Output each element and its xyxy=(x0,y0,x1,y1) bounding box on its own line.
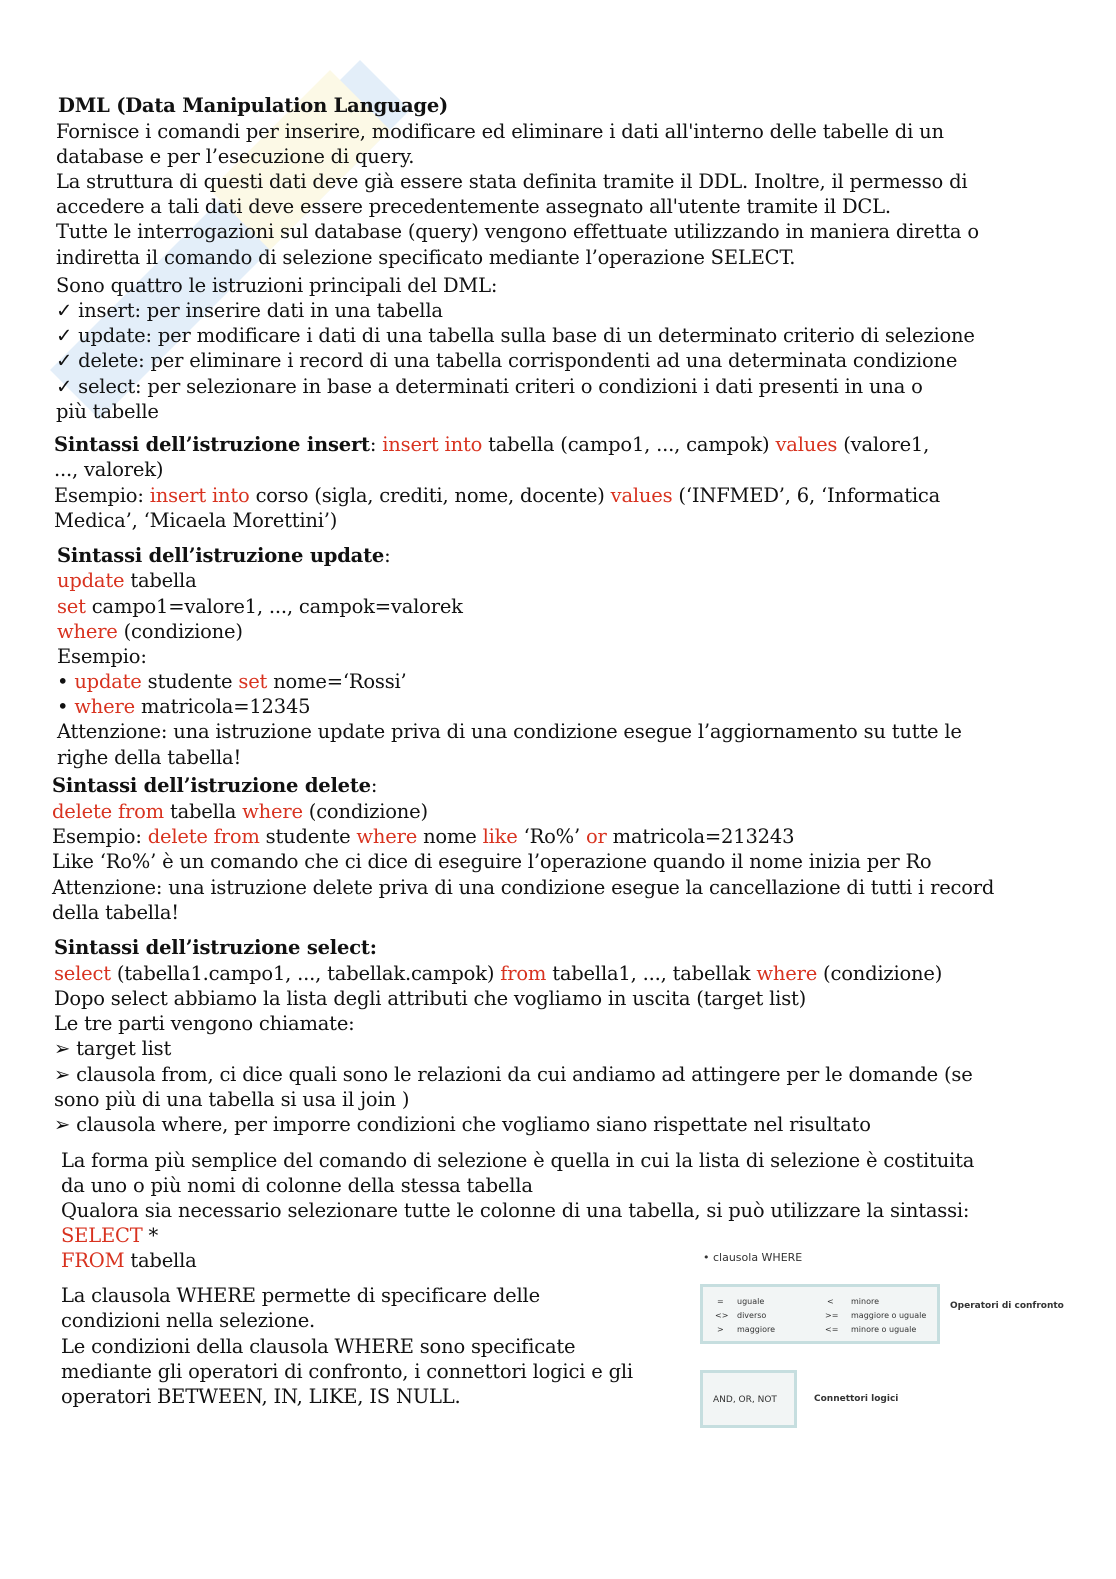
sql-keyword: insert into xyxy=(149,484,250,507)
text-run: condizioni nella selezione. xyxy=(61,1309,316,1332)
text-line xyxy=(57,719,962,744)
text-line xyxy=(57,644,147,669)
comparison-operators-caption: Operatori di confronto xyxy=(950,1301,1064,1311)
sql-keyword: where xyxy=(756,962,818,985)
text-run: (‘INFMED’, 6, ‘Informatica xyxy=(672,484,941,507)
text-run: Sono quattro le istruzioni principali del DML: xyxy=(56,274,498,297)
text-run: Qualora sia necessario selezionare tutte le colonne di una tabella, si può utilizzare la sintassi: xyxy=(61,1199,970,1222)
operator-label: minore xyxy=(851,1297,880,1306)
text-run: (tabella1.campo1, ..., tabellak.campok) xyxy=(110,962,501,985)
text-line xyxy=(56,245,795,270)
operator-symbol: < xyxy=(827,1297,834,1306)
text-line xyxy=(61,1334,575,1359)
text-line xyxy=(56,219,979,244)
sql-keyword: delete from xyxy=(147,825,260,848)
operator-symbol: <= xyxy=(825,1325,839,1334)
text-run: Medica’, ‘Micaela Morettini’) xyxy=(54,509,338,532)
text-run: studente xyxy=(141,670,239,693)
heading-text: Sintassi dell’istruzione update xyxy=(57,544,385,567)
text-run: * xyxy=(142,1224,159,1247)
sql-keyword: from xyxy=(500,962,547,985)
text-run: della tabella! xyxy=(52,901,179,924)
text-run: Attenzione: una istruzione update priva di una condizione esegue l’aggiornamento su tutte le xyxy=(57,720,962,743)
text-line xyxy=(56,169,967,194)
text-line xyxy=(56,273,497,298)
text-line xyxy=(52,849,931,874)
text-run: campo1=valore1, ..., campok=valorek xyxy=(85,595,463,618)
text-run: tabella xyxy=(124,1249,197,1272)
text-line xyxy=(52,824,794,849)
sql-keyword: values xyxy=(775,433,838,456)
text-run: tabella xyxy=(163,800,243,823)
text-run: : xyxy=(369,433,383,456)
text-run: • xyxy=(57,670,75,693)
sql-keyword: select xyxy=(54,962,111,985)
logical-connectors-caption: Connettori logici xyxy=(814,1394,899,1404)
text-line xyxy=(52,773,377,798)
text-run: tabella xyxy=(124,569,197,592)
text-line xyxy=(54,1036,171,1061)
text-line xyxy=(56,194,891,219)
text-run: sono più di una tabella si usa il join ) xyxy=(54,1088,410,1111)
text-run: ➢ clausola from, ci dice quali sono le relazioni da cui andiamo ad attingere per le domande (se xyxy=(54,1063,973,1086)
text-run: da uno o più nomi di colonne della stessa tabella xyxy=(61,1174,533,1197)
text-run: tabella1, ..., tabellak xyxy=(546,962,757,985)
text-run: La clausola WHERE permette di specificare delle xyxy=(61,1284,540,1307)
heading-text: Sintassi dell’istruzione insert xyxy=(54,433,370,456)
sql-keyword: SELECT xyxy=(61,1224,143,1247)
heading-text: DML (Data Manipulation Language) xyxy=(58,94,449,117)
heading-text: Sintassi dell’istruzione delete xyxy=(52,774,371,797)
operator-label: maggiore xyxy=(737,1325,776,1334)
sql-keyword: or xyxy=(586,825,607,848)
text-run: Le tre parti vengono chiamate: xyxy=(54,1012,355,1035)
sql-keyword: where xyxy=(74,695,135,718)
text-run: ✓ update: per modificare i dati di una tabella sulla base di un determinato criterio di selezione xyxy=(56,324,975,347)
text-run: ➢ target list xyxy=(54,1037,172,1060)
logical-connectors-panel xyxy=(700,1370,797,1428)
text-line xyxy=(54,508,337,533)
text-line xyxy=(61,1223,158,1248)
text-run: corso (sigla, crediti, nome, docente) xyxy=(249,484,611,507)
text-line xyxy=(54,1087,409,1112)
text-run: nome xyxy=(417,825,483,848)
text-line xyxy=(57,669,407,694)
text-run: Like ‘Ro%’ è un comando che ci dice di eseguire l’operazione quando il nome inizia per Ro xyxy=(52,850,932,873)
text-line xyxy=(61,1148,974,1173)
text-line xyxy=(57,594,463,619)
sql-keyword: set xyxy=(238,670,268,693)
text-line xyxy=(56,399,159,424)
heading-text: Sintassi dell’istruzione select: xyxy=(54,936,377,959)
text-line xyxy=(57,568,197,593)
operator-label: maggiore o uguale xyxy=(851,1311,927,1320)
text-run: ➢ clausola where, per imporre condizioni che vogliamo siano rispettate nel risultato xyxy=(54,1113,871,1136)
text-line xyxy=(56,323,975,348)
text-run: database e per l’esecuzione di query. xyxy=(56,145,415,168)
figure-title: • clausola WHERE xyxy=(703,1251,803,1264)
text-run: Attenzione: una istruzione delete priva di una condizione esegue la cancellazione di tutti i record xyxy=(52,876,995,899)
page-title xyxy=(58,93,448,118)
sql-keyword: values xyxy=(610,484,673,507)
operator-symbol: > xyxy=(717,1325,724,1334)
text-line xyxy=(54,1062,973,1087)
text-run: Dopo select abbiamo la lista degli attributi che vogliamo in uscita (target list) xyxy=(54,987,807,1010)
text-run: ‘Ro%’ xyxy=(517,825,586,848)
text-line xyxy=(52,900,179,925)
text-run: tabella (campo1, ..., campok) xyxy=(482,433,776,456)
text-line xyxy=(61,1308,315,1333)
text-line xyxy=(61,1198,969,1223)
text-run: matricola=213243 xyxy=(606,825,795,848)
text-line xyxy=(54,986,806,1011)
sql-keyword: FROM xyxy=(61,1249,125,1272)
text-run: Fornisce i comandi per inserire, modificare ed eliminare i dati all'interno delle tabelle di un xyxy=(56,120,944,143)
sql-keyword: where xyxy=(356,825,418,848)
text-line xyxy=(54,1011,355,1036)
text-line xyxy=(61,1384,461,1409)
text-run: : xyxy=(384,544,391,567)
text-run: Esempio: xyxy=(52,825,148,848)
text-run: ✓ delete: per eliminare i record di una tabella corrispondenti ad una determinata condizione xyxy=(56,349,958,372)
text-line xyxy=(54,432,929,457)
text-run: La forma più semplice del comando di selezione è quella in cui la lista di selezione è costituita xyxy=(61,1149,975,1172)
text-line xyxy=(56,298,443,323)
sql-keyword: delete from xyxy=(52,800,164,823)
text-line xyxy=(54,961,942,986)
text-line xyxy=(56,119,944,144)
text-run: mediante gli operatori di confronto, i connettori logici e gli xyxy=(61,1360,633,1383)
text-run: nome=‘Rossi’ xyxy=(267,670,407,693)
text-line xyxy=(54,457,163,482)
text-run: ✓ select: per selezionare in base a determinati criteri o condizioni i dati presenti in una o xyxy=(56,375,923,398)
text-run: ..., valorek) xyxy=(54,458,164,481)
text-run: Esempio: xyxy=(57,645,147,668)
text-line xyxy=(57,745,241,770)
text-run: righe della tabella! xyxy=(57,746,242,769)
text-line xyxy=(54,935,377,960)
operator-symbol: = xyxy=(717,1297,724,1306)
sql-keyword: insert into xyxy=(382,433,483,456)
text-run: (valore1, xyxy=(837,433,930,456)
text-line xyxy=(61,1359,633,1384)
text-run: (condizione) xyxy=(302,800,428,823)
text-run: (condizione) xyxy=(117,620,243,643)
text-line xyxy=(61,1248,197,1273)
text-run: : xyxy=(370,774,378,797)
sql-keyword: where xyxy=(57,620,118,643)
text-run: (condizione) xyxy=(817,962,943,985)
text-line xyxy=(57,694,310,719)
text-line xyxy=(54,483,940,508)
operator-label: uguale xyxy=(737,1297,765,1306)
text-line xyxy=(57,619,243,644)
text-run: accedere a tali dati deve essere precedentemente assegnato all'utente tramite il DCL. xyxy=(56,195,891,218)
text-line xyxy=(61,1283,540,1308)
text-line xyxy=(61,1173,533,1198)
text-line xyxy=(56,374,923,399)
text-run: • xyxy=(57,695,75,718)
text-line xyxy=(52,875,994,900)
sql-keyword: like xyxy=(482,825,518,848)
sql-keyword: set xyxy=(57,595,86,618)
text-run: La struttura di questi dati deve già essere stata definita tramite il DDL. Inoltre, il permesso di xyxy=(56,170,968,193)
operator-symbol: >= xyxy=(825,1311,839,1320)
text-run: Esempio: xyxy=(54,484,150,507)
sql-keyword: where xyxy=(242,800,303,823)
text-run: indiretta il comando di selezione specificato mediante l’operazione SELECT. xyxy=(56,246,796,269)
text-run: Le condizioni della clausola WHERE sono specificate xyxy=(61,1335,576,1358)
sql-keyword: update xyxy=(74,670,142,693)
text-line xyxy=(52,799,428,824)
text-run: operatori BETWEEN, IN, LIKE, IS NULL. xyxy=(61,1385,461,1408)
comparison-operators-panel xyxy=(700,1284,940,1344)
operator-symbol: <> xyxy=(715,1311,729,1320)
text-line xyxy=(54,1112,871,1137)
logical-connectors-text: AND, OR, NOT xyxy=(713,1395,777,1405)
text-line xyxy=(56,348,957,373)
text-run: ✓ insert: per inserire dati in una tabella xyxy=(56,299,443,322)
operator-label: diverso xyxy=(737,1311,767,1320)
sql-keyword: update xyxy=(57,569,125,592)
text-line xyxy=(56,144,414,169)
operator-label: minore o uguale xyxy=(851,1325,917,1334)
text-line xyxy=(57,543,390,568)
text-run: matricola=12345 xyxy=(134,695,311,718)
text-run: studente xyxy=(259,825,357,848)
text-run: più tabelle xyxy=(56,400,159,423)
text-run: Tutte le interrogazioni sul database (query) vengono effettuate utilizzando in maniera diretta o xyxy=(56,220,979,243)
